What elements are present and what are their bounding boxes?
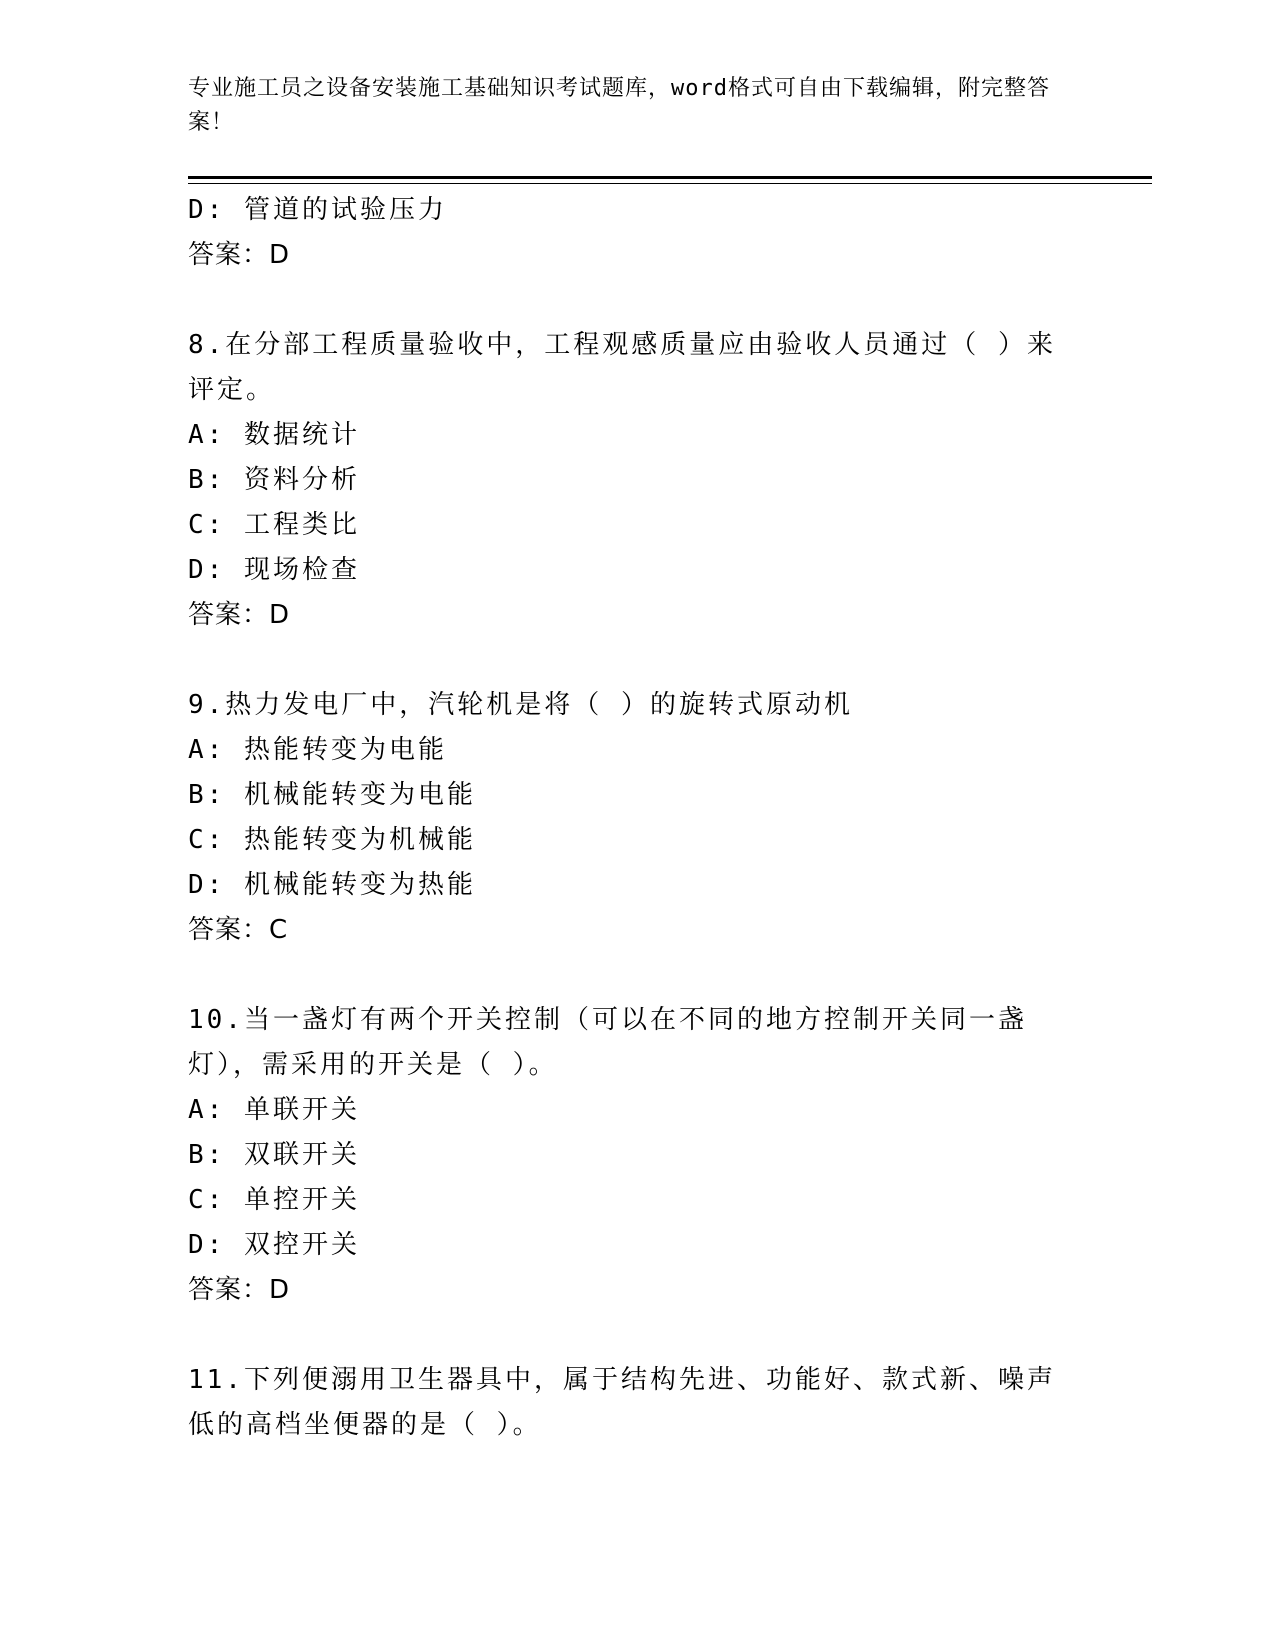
option-a: A: 单联开关 bbox=[188, 1095, 360, 1125]
question-11 bbox=[188, 1358, 1088, 1448]
question-stem: 9.热力发电厂中，汽轮机是将（ ）的旋转式原动机 bbox=[188, 690, 853, 720]
question-stem: 10.当一盏灯有两个开关控制（可以在不同的地方控制开关同一盏灯），需采用的开关是（ ）。 bbox=[188, 1005, 1027, 1080]
option-c: C: 单控开关 bbox=[188, 1185, 360, 1215]
question-stem: 11.下列便溺用卫生器具中，属于结构先进、功能好、款式新、噪声低的高档坐便器的是（ ）。 bbox=[188, 1365, 1056, 1440]
option-a: A: 数据统计 bbox=[188, 420, 360, 450]
question-10 bbox=[188, 998, 1088, 1313]
question-9 bbox=[188, 683, 1088, 953]
option-c: C: 工程类比 bbox=[188, 510, 360, 540]
question-stem: 8.在分部工程质量验收中，工程观感质量应由验收人员通过（ ）来评定。 bbox=[188, 330, 1056, 405]
answer: 答案：D bbox=[188, 1275, 291, 1305]
document-header: 专业施工员之设备安装施工基础知识考试题库，word格式可自由下载编辑，附完整答案！ bbox=[188, 76, 1050, 135]
option-d: D: 现场检查 bbox=[188, 555, 360, 585]
option-b: B: 机械能转变为电能 bbox=[188, 780, 476, 810]
option-b: B: 双联开关 bbox=[188, 1140, 360, 1170]
option-d: D: 机械能转变为热能 bbox=[188, 870, 476, 900]
carryover-option-d: D: 管道的试验压力 bbox=[188, 195, 447, 225]
answer: 答案：D bbox=[188, 600, 291, 630]
carryover-answer: 答案：D bbox=[188, 240, 291, 270]
question-list bbox=[188, 188, 1088, 1448]
option-a: A: 热能转变为电能 bbox=[188, 735, 447, 765]
option-d: D: 双控开关 bbox=[188, 1230, 360, 1260]
option-c: C: 热能转变为机械能 bbox=[188, 825, 476, 855]
header-rule-thick bbox=[188, 176, 1152, 179]
option-b: B: 资料分析 bbox=[188, 465, 360, 495]
answer: 答案：C bbox=[188, 915, 289, 945]
question-8 bbox=[188, 323, 1088, 638]
header-rule-thin bbox=[188, 183, 1152, 184]
